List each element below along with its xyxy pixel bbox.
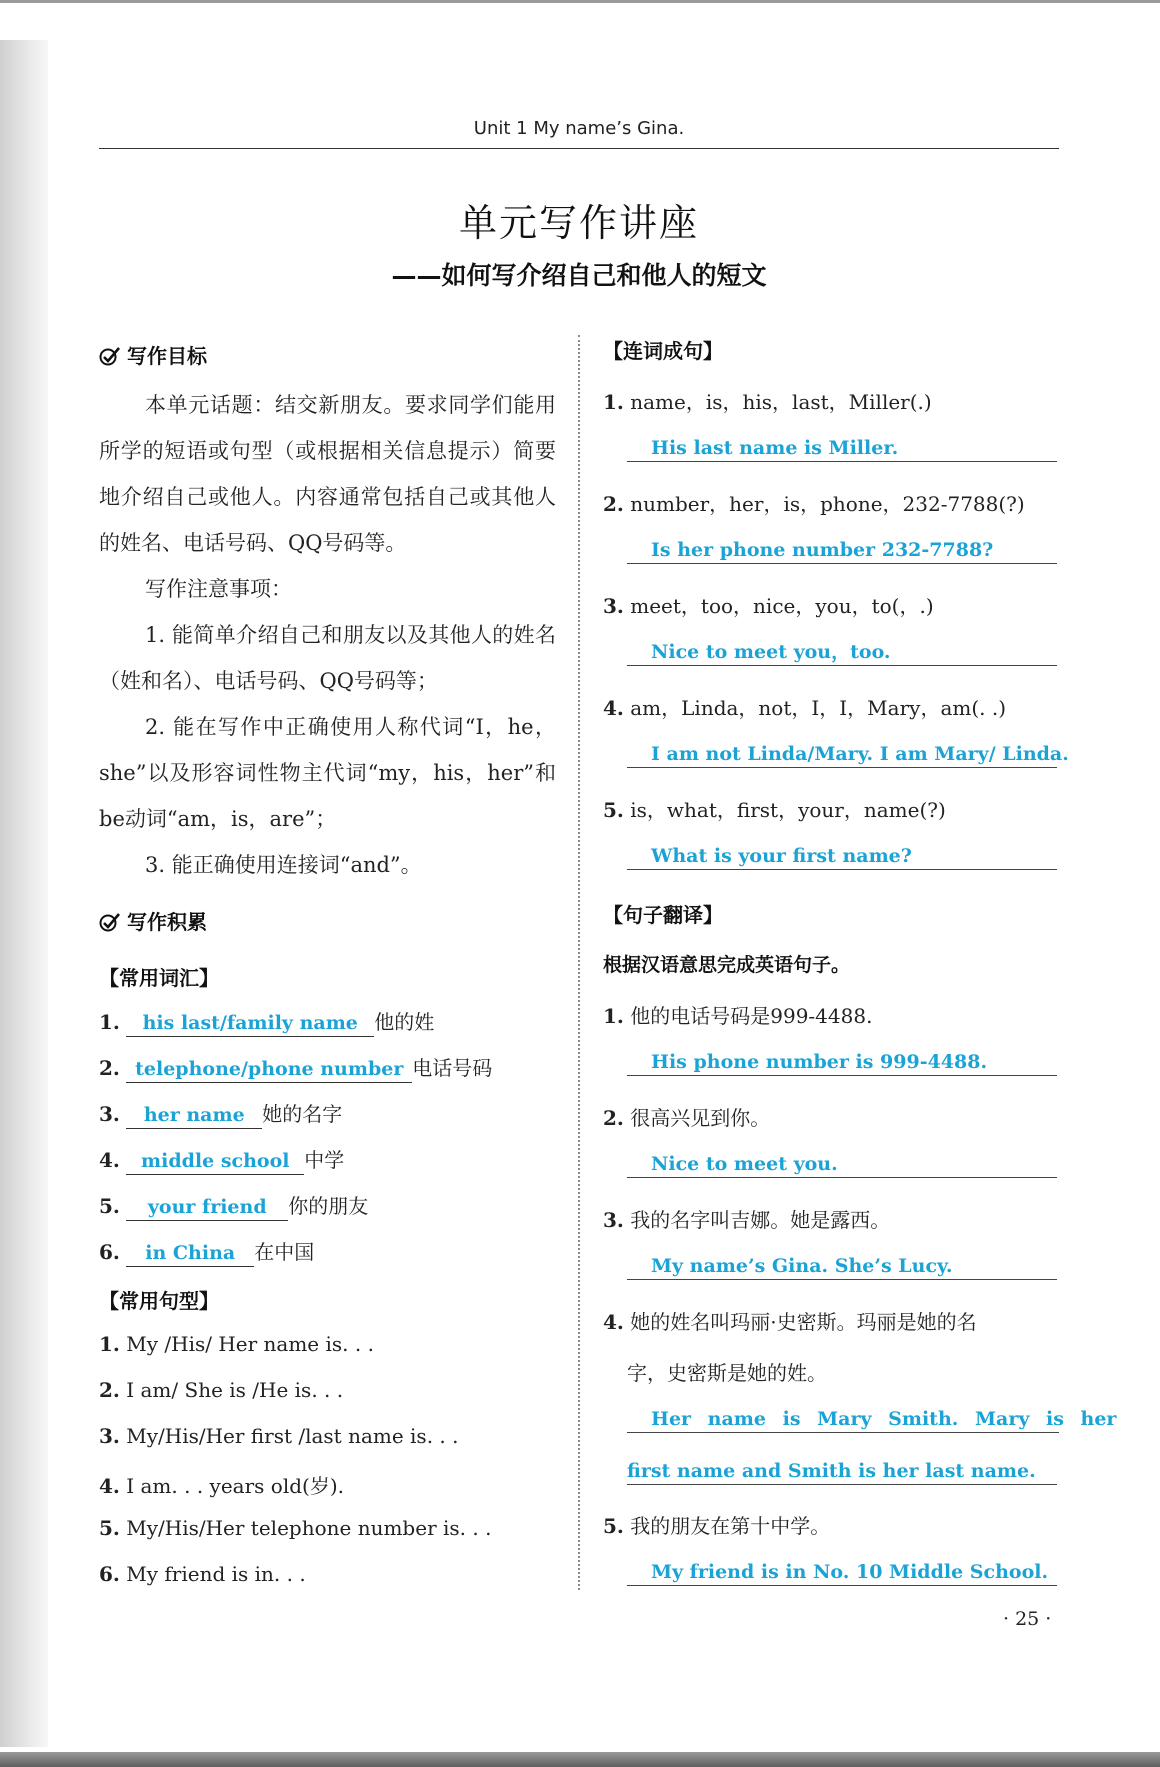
translate-answer — [627, 1406, 1117, 1433]
translate-answer — [627, 1458, 1057, 1485]
running-header: Unit 1 My name’s Gina. — [473, 118, 685, 139]
pattern-item — [99, 1378, 343, 1402]
connect-question — [603, 794, 946, 823]
translate-answer — [627, 1151, 1057, 1178]
item-number: 2. — [99, 1378, 120, 1402]
item-number: 2. — [99, 1056, 120, 1080]
translate-question — [603, 1306, 977, 1335]
note-item: 2. 能在写作中正确使用人称代词“I，he，she”以及形容词性物主代词“my，his，her”和be动词“am，is，are”； — [99, 715, 556, 831]
vocab-meaning: 她的名字 — [262, 1102, 343, 1126]
connect-answer — [627, 537, 1057, 564]
vocab-answer: telephone/phone number — [126, 1056, 412, 1083]
pattern-text: My/His/Her telephone number is. . . — [126, 1516, 492, 1540]
vocab-meaning: 电话号码 — [412, 1056, 493, 1080]
patterns-heading: 【常用句型】 — [99, 1289, 219, 1313]
connect-answer — [627, 843, 1057, 870]
question-words: is，what，first，your，name(?) — [630, 798, 946, 822]
section-accumulation-heading — [99, 906, 207, 935]
connect-answer — [627, 741, 1069, 768]
item-number: 3. — [603, 594, 624, 618]
vocab-heading: 【常用词汇】 — [99, 966, 219, 990]
vocab-answer: her name — [126, 1102, 262, 1129]
page-title: 单元写作讲座 — [458, 201, 699, 245]
connect-answer — [627, 639, 1057, 666]
item-number: 2. — [603, 1106, 624, 1130]
section-goals-heading — [99, 340, 207, 369]
item-number: 6. — [99, 1562, 120, 1586]
header-rule — [99, 148, 1059, 149]
note-item: 1. 能简单介绍自己和朋友以及其他人的姓名（姓和名）、电话号码、QQ号码等； — [99, 623, 556, 693]
translate-instruction: 根据汉语意思完成英语句子。 — [603, 954, 851, 976]
connect-question — [603, 590, 934, 619]
translate-heading: 【句子翻译】 — [603, 903, 723, 927]
item-number: 5. — [99, 1194, 120, 1218]
item-number: 5. — [99, 1516, 120, 1540]
connect-question — [603, 692, 1006, 721]
question-text: 她的姓名叫玛丽·史密斯。玛丽是她的名 — [630, 1310, 977, 1334]
pattern-item — [99, 1424, 459, 1448]
accumulation-heading-text: 写作积累 — [127, 910, 207, 934]
binding-shadow — [0, 40, 48, 1747]
translate-question — [603, 1000, 872, 1029]
answer-text: His phone number is 999-4488. — [651, 1051, 988, 1073]
note-item: 3. 能正确使用连接词“and”。 — [145, 853, 422, 877]
pattern-item — [99, 1332, 374, 1356]
pattern-text: I am/ She is /He is. . . — [126, 1378, 344, 1402]
vocab-answer: your friend — [126, 1194, 288, 1221]
question-text: 他的电话号码是999-4488. — [630, 1004, 873, 1028]
column-divider — [578, 335, 580, 1590]
answer-text: My name’s Gina. She’s Lucy. — [651, 1255, 953, 1277]
answer-text: His last name is Miller. — [651, 437, 899, 459]
connect-question — [603, 488, 1025, 517]
question-text: 我的朋友在第十中学。 — [630, 1514, 831, 1538]
item-number: 4. — [603, 1310, 624, 1334]
vocab-item — [99, 1144, 344, 1175]
translate-question — [603, 1510, 830, 1539]
question-text: 我的名字叫吉娜。她是露西。 — [630, 1208, 891, 1232]
answer-text: My friend is in No. 10 Middle School. — [651, 1561, 1049, 1583]
pattern-text: My/His/Her first /last name is. . . — [126, 1424, 459, 1448]
check-icon — [99, 346, 121, 366]
vocab-item — [99, 1006, 434, 1037]
item-number: 3. — [99, 1424, 120, 1448]
vocab-item — [99, 1236, 314, 1267]
item-number: 6. — [99, 1240, 120, 1264]
translate-question — [603, 1204, 890, 1233]
page-number: · 25 · — [1003, 1608, 1052, 1630]
translate-answer — [627, 1253, 1057, 1280]
vocab-meaning: 在中国 — [254, 1240, 315, 1264]
vocab-item — [99, 1190, 368, 1221]
top-edge — [0, 0, 1160, 3]
answer-text: What is your first name? — [651, 845, 912, 867]
item-number: 4. — [99, 1148, 120, 1172]
translate-answer — [627, 1559, 1057, 1586]
pattern-text: My /His/ Her name is. . . — [126, 1332, 374, 1356]
translate-question — [603, 1102, 770, 1131]
question-words: name，is，his，last，Miller(.) — [630, 390, 932, 414]
vocab-meaning: 中学 — [304, 1148, 345, 1172]
pattern-item — [99, 1470, 344, 1499]
item-number: 2. — [603, 492, 624, 516]
pattern-item — [99, 1562, 306, 1586]
vocab-item — [99, 1098, 342, 1129]
answer-text: Her name is Mary Smith. Mary is her — [651, 1408, 1117, 1430]
item-number: 4. — [603, 696, 624, 720]
item-number: 1. — [603, 390, 624, 414]
connect-question — [603, 386, 932, 415]
vocab-answer: middle school — [126, 1148, 304, 1175]
question-words: am，Linda，not，I，I，Mary，am(. .) — [630, 696, 1007, 720]
pattern-text: My friend is in. . . — [126, 1562, 306, 1586]
item-number: 4. — [99, 1474, 120, 1498]
pattern-text: I am. . . years old(岁). — [126, 1474, 344, 1498]
vocab-meaning: 他的姓 — [374, 1010, 435, 1034]
answer-text: first name and Smith is her last name. — [627, 1460, 1036, 1482]
answer-text: Nice to meet you. — [651, 1153, 838, 1175]
item-number: 5. — [603, 798, 624, 822]
goals-intro: 本单元话题：结交新朋友。要求同学们能用所学的短语或句型（或根据相关信息提示）简要地介绍自己或他人。内容通常包括自己或其他人的姓名、电话号码、QQ号码等。 — [99, 393, 556, 555]
connect-heading: 【连词成句】 — [603, 339, 723, 363]
vocab-meaning: 你的朋友 — [288, 1194, 369, 1218]
item-number: 3. — [603, 1208, 624, 1232]
item-number: 1. — [99, 1010, 120, 1034]
pattern-item — [99, 1516, 491, 1540]
translate-question-continued: 字，史密斯是她的姓。 — [627, 1361, 827, 1385]
question-words: meet，too，nice，you，to(，.) — [630, 594, 934, 618]
translate-answer — [627, 1049, 1057, 1076]
page-subtitle: ——如何写介绍自己和他人的短文 — [391, 261, 767, 290]
question-words: number，her，is，phone，232-7788(?) — [630, 492, 1025, 516]
notes-heading: 写作注意事项： — [145, 577, 292, 601]
vocab-item — [99, 1052, 492, 1083]
item-number: 1. — [99, 1332, 120, 1356]
question-text: 很高兴见到你。 — [630, 1106, 771, 1130]
vocab-answer: his last/family name — [126, 1010, 374, 1037]
item-number: 1. — [603, 1004, 624, 1028]
goals-heading-text: 写作目标 — [127, 344, 207, 368]
item-number: 5. — [603, 1514, 624, 1538]
answer-text: Is her phone number 232-7788? — [651, 539, 994, 561]
bottom-edge — [0, 1752, 1160, 1767]
connect-answer — [627, 435, 1057, 462]
answer-text: Nice to meet you，too. — [651, 641, 891, 663]
item-number: 3. — [99, 1102, 120, 1126]
check-icon — [99, 912, 121, 932]
answer-text: I am not Linda/Mary. I am Mary/ Linda. — [651, 743, 1069, 765]
vocab-answer: in China — [126, 1240, 254, 1267]
